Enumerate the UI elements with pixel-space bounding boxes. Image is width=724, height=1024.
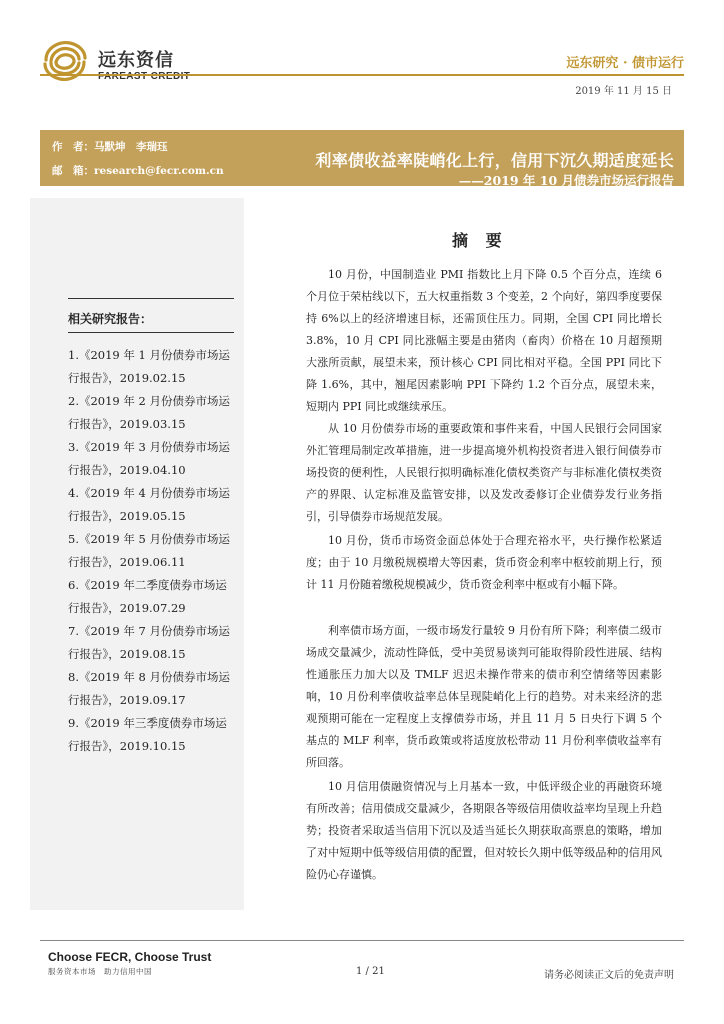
abstract-paragraph: 10 月份，货币市场资金面总体处于合理充裕水平，央行操作松紧适度；由于 10 月缴税规模增大等因素，货币资金利率中枢较前期上行，预计 11 月份随着缴税规模减少，货币资金利率中枢或有小幅下降。 <box>306 534 662 591</box>
report-date: 2019 年 11 月 15 日 <box>575 86 672 97</box>
sidebar-rule-top <box>68 298 234 299</box>
report-subtitle: ——2019 年 10 月债券市场运行报告 <box>458 173 674 188</box>
footer-slogan: Choose FECR, Choose Trust <box>48 950 212 964</box>
sidebar-rule-bottom <box>68 332 234 333</box>
contact-email: 邮 箱：research@fecr.com.cn <box>52 165 224 177</box>
abstract-paragraph: 从 10 月份债券市场的重要政策和事件来看，中国人民银行会同国家外汇管理局制定改革措施，进一步提高境外机构投资者进入银行间债券市场投资的便利性，人民银行拟明确标准化债权类资产与非标准化债权类资产的界限、认定标准及监管安排，以及发改委修订企业债券发行业务指引，引导债券市场规范发展。 <box>306 422 662 523</box>
authors: 作 者：马默坤 李瑞珏 <box>52 141 168 153</box>
related-report-item: 6.《2019 年二季度债券市场运行报告》，2019.07.29 <box>68 578 227 615</box>
footer-tagline: 服务资本市场 助力信用中国 <box>48 967 152 976</box>
disclaimer-note: 请务必阅读正文后的免责声明 <box>544 970 674 981</box>
page-number: 1 / 21 <box>356 966 385 977</box>
related-report-item: 8.《2019 年 8 月份债券市场运行报告》，2019.09.17 <box>68 670 231 707</box>
logo-english-name: FAREAST CREDIT <box>98 71 191 82</box>
related-report-item: 3.《2019 年 3 月份债券市场运行报告》，2019.04.10 <box>68 440 231 477</box>
abstract-paragraph: 10 月信用债融资情况与上月基本一致，中低评级企业的再融资环境有所改善；信用债成交量减少，各期限各等级信用债收益率均呈现上升趋势；投资者采取适当信用下沉以及适当延长久期获取高票息的策略，增加了对中短期中低等级信用债的配置，但对较长久期中低等级品种的信用风险仍心存谨慎。 <box>306 780 662 881</box>
related-report-item: 5.《2019 年 5 月份债券市场运行报告》，2019.06.11 <box>68 532 231 569</box>
report-series: 远东研究 · 债市运行 <box>566 56 684 71</box>
related-reports-title: 相关研究报告： <box>68 312 153 326</box>
abstract-paragraph: 10 月份，中国制造业 PMI 指数比上月下降 0.5 个百分点，连续 6 个月位于荣枯线以下，五大权重指数 3 个变差，2 个向好，第四季度要保持 6%以上的经济增速目标，还需顶住压力。同期，全国 CPI 同比增长 3.8%，10 月 CPI 同比涨幅主要是由猪肉（畜肉）价格在 10 月超预期大涨所贡献，展望未来，预计核心 CPI 同比相对平稳。全国 PPI 同比下降 1.6%，其中，翘尾因素影响 PPI 下降约 1.2 个百分点，展望未来，短期内 PPI 同比或继续承压。 <box>306 268 662 413</box>
related-report-item: 2.《2019 年 2 月份债券市场运行报告》，2019.03.15 <box>68 394 231 431</box>
header-divider <box>40 74 684 76</box>
related-report-item: 1.《2019 年 1 月份债券市场运行报告》，2019.02.15 <box>68 348 231 385</box>
abstract-paragraph: 利率债市场方面，一级市场发行量较 9 月份有所下降；利率债二级市场成交量减少，流动性降低，受中美贸易谈判可能取得阶段性进展、结构性通胀压力加大以及 TMLF 迟迟未操作带来的债市利空情绪等因素影响，10 月份利率债收益率总体呈现陡峭化上行的趋势。对未来经济的悲观预期可能在一定程度上支撑债券市场，并且 11 月 5 日央行下调 5 个基点的 MLF 利率，货币政策或将适度放松带动 11 月份利率债收益率有所回落。 <box>306 624 662 769</box>
related-report-item: 7.《2019 年 7 月份债券市场运行报告》，2019.08.15 <box>68 624 231 661</box>
related-report-item: 4.《2019 年 4 月份债券市场运行报告》，2019.05.15 <box>68 486 231 523</box>
report-title: 利率债收益率陡峭化上行，信用下沉久期适度延长 <box>315 151 674 170</box>
fareast-logo-icon <box>40 38 90 84</box>
logo-chinese-name: 远东资信 <box>98 50 174 71</box>
related-report-item: 9.《2019 年三季度债券市场运行报告》，2019.10.15 <box>68 716 227 753</box>
footer-divider <box>40 940 684 941</box>
abstract-heading: 摘 要 <box>452 231 508 250</box>
related-reports-list <box>68 344 238 758</box>
